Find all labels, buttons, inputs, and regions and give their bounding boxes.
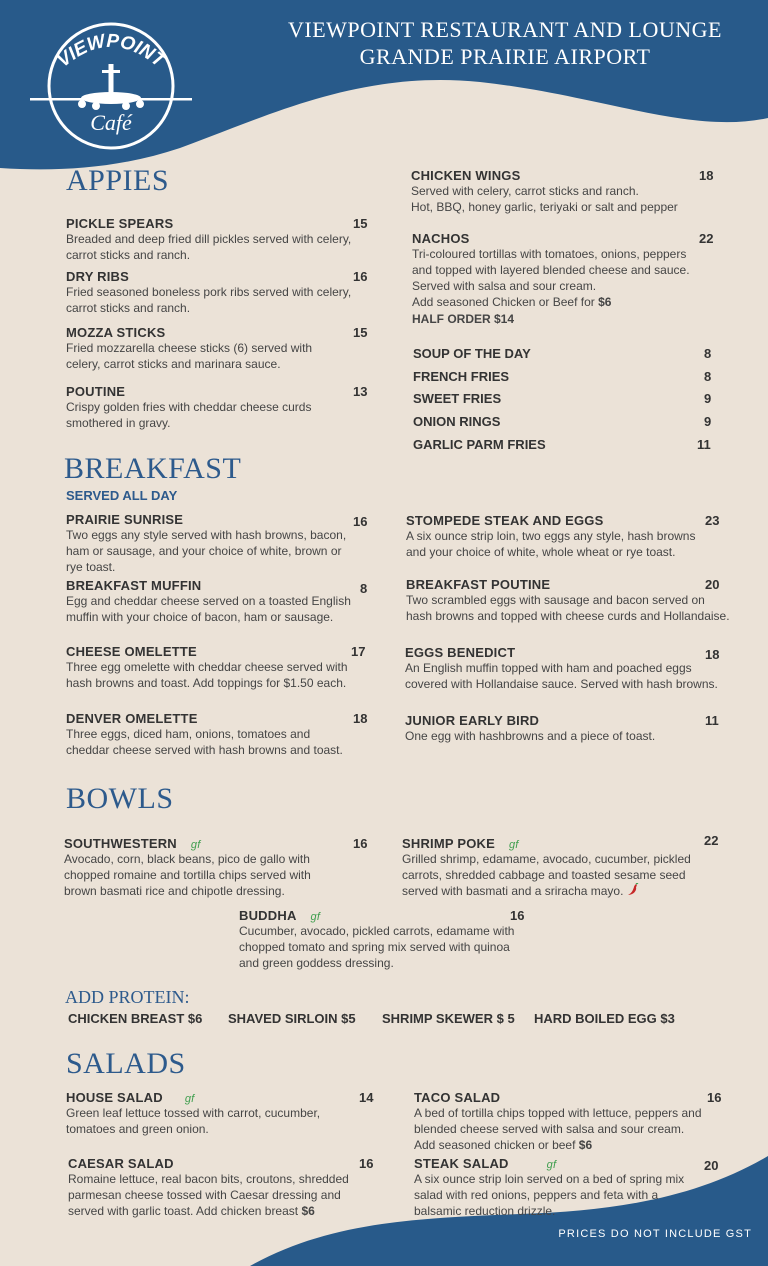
item-price: 15	[353, 325, 368, 340]
side-price: 8	[704, 369, 712, 384]
item-price: 18	[353, 711, 368, 726]
section-heading-appies: APPIES	[66, 164, 170, 197]
item-name: CHEESE OMELETTE	[66, 644, 197, 659]
side-name: FRENCH FRIES	[413, 369, 510, 384]
item-description: A six ounce strip loin served on a bed of spring mix salad with red onions, peppers and feta with a balsamic reduction drizzle.	[414, 1172, 685, 1218]
menu-item	[66, 1090, 376, 1137]
logo-text-bottom: Café	[90, 110, 132, 135]
menu-item	[66, 578, 371, 625]
addon-price: $6	[301, 1204, 315, 1218]
gluten-free-badge: gf	[546, 1159, 557, 1171]
menu-item	[406, 577, 736, 624]
item-description: Cucumber, avocado, pickled carrots, edamame with chopped tomato and spring mix served with quinoa and green goddess dressing.	[239, 924, 515, 970]
protein-option: HARD BOILED EGG $3	[534, 1011, 675, 1026]
gluten-free-badge: gf	[310, 911, 321, 923]
item-price: 11	[705, 713, 719, 728]
item-price: 16	[353, 836, 368, 851]
protein-options	[68, 1011, 708, 1029]
logo-text-top: VIEWPOINT	[53, 30, 169, 72]
gluten-free-badge: gf	[508, 839, 519, 851]
menu-item	[414, 1090, 724, 1153]
protein-option: CHICKEN BREAST $6	[68, 1011, 203, 1026]
item-description: Egg and cheddar cheese served on a toasted English muffin with your choice of bacon, ham or sausage.	[66, 594, 351, 624]
item-name: STEAK SALAD	[414, 1156, 509, 1171]
item-name: BREAKFAST MUFFIN	[66, 578, 202, 593]
item-description: Fried mozzarella cheese sticks (6) served with celery, carrot sticks and marinara sauce.	[66, 341, 313, 371]
item-description: Avocado, corn, black beans, pico de gallo with chopped romaine and tortilla chips served with brown basmati rice and chipotle dressing.	[64, 852, 311, 898]
item-name: MOZZA STICKS	[66, 325, 166, 340]
item-price: 16	[359, 1156, 374, 1171]
item-name: JUNIOR EARLY BIRD	[405, 713, 540, 728]
item-description: A bed of tortilla chips topped with lettuce, peppers and blended cheese served with salsa and sour cream.	[414, 1106, 702, 1136]
item-name: CAESAR SALAD	[68, 1156, 174, 1171]
item-price: 16	[510, 908, 525, 923]
side-name: SWEET FRIES	[413, 391, 502, 406]
item-name: BUDDHA	[239, 908, 297, 923]
viewpoint-cafe-logo	[30, 18, 192, 154]
item-price: 16	[353, 514, 368, 529]
menu-item	[402, 833, 722, 900]
item-description: Served with celery, carrot sticks and ranch.	[411, 184, 639, 198]
item-price: 13	[353, 384, 368, 399]
side-name: SOUP OF THE DAY	[413, 346, 531, 361]
item-description: Breaded and deep fried dill pickles served with celery, carrot sticks and ranch.	[66, 232, 352, 262]
item-description: Fried seasoned boneless pork ribs served with celery, carrot sticks and ranch.	[66, 285, 352, 315]
item-description: Romaine lettuce, real bacon bits, croutons, shredded parmesan cheese tossed with Caesar dressing and served with garlic toast. Add chicken breast	[68, 1172, 349, 1218]
menu-item	[405, 713, 735, 744]
item-addon	[414, 1137, 724, 1153]
menu-item	[66, 512, 366, 575]
item-price: 22	[704, 833, 719, 848]
addon-price: $6	[598, 295, 612, 309]
gluten-free-badge: gf	[184, 1093, 195, 1105]
item-name: TACO SALAD	[414, 1090, 501, 1105]
breakfast-subheading: SERVED ALL DAY	[66, 488, 178, 503]
item-description: Crispy golden fries with cheddar cheese curds smothered in gravy.	[66, 400, 312, 430]
item-description: A six ounce strip loin, two eggs any style, hash browns and your choice of white, whole wheat or rye toast.	[406, 529, 696, 559]
item-description-extra: Hot, BBQ, honey garlic, teriyaki or salt and pepper	[411, 200, 678, 214]
protein-option: SHAVED SIRLOIN $5	[228, 1011, 356, 1026]
item-description: Three eggs, diced ham, onions, tomatoes and cheddar cheese served with hash browns and toast.	[66, 727, 343, 757]
section-heading-breakfast: BREAKFAST	[64, 452, 242, 485]
chili-pepper-icon	[627, 883, 639, 900]
protein-option: SHRIMP SKEWER $ 5	[382, 1011, 515, 1026]
airplane-icon	[30, 64, 192, 110]
item-name: STOMPEDE STEAK AND EGGS	[406, 513, 604, 528]
menu-item	[411, 168, 721, 215]
menu-item	[405, 645, 735, 692]
gst-disclaimer: PRICES DO NOT INCLUDE GST	[558, 1228, 752, 1240]
menu-item	[64, 836, 374, 899]
item-description: Grilled shrimp, edamame, avocado, cucumber, pickled carrots, shredded cabbage and toasted sesame seed served with basmati and a sriracha mayo.	[402, 852, 691, 898]
item-description: Three egg omelette with cheddar cheese served with hash browns and toast. Add toppings for $1.50 each.	[66, 660, 348, 690]
menu-item	[66, 269, 366, 316]
menu-item	[66, 325, 366, 372]
item-price: 18	[699, 168, 714, 183]
item-name: DRY RIBS	[66, 269, 130, 284]
addon-price: $6	[578, 1138, 593, 1152]
item-name: SOUTHWESTERN	[64, 836, 177, 851]
item-description: Green leaf lettuce tossed with carrot, cucumber, tomatoes and green onion.	[66, 1106, 321, 1136]
half-order: HALF ORDER $14	[412, 312, 515, 326]
side-price: 9	[704, 414, 712, 429]
item-name: BREAKFAST POUTINE	[406, 577, 551, 592]
menu-item	[68, 1156, 378, 1219]
restaurant-name: VIEWPOINT RESTAURANT AND LOUNGE	[288, 17, 722, 42]
item-price: 20	[704, 1158, 719, 1173]
menu-item	[414, 1156, 724, 1219]
item-price: 16	[353, 269, 368, 284]
item-name: CHICKEN WINGS	[411, 168, 521, 183]
item-name: PICKLE SPEARS	[66, 216, 174, 231]
item-price: 15	[353, 216, 368, 231]
item-price: 18	[705, 647, 720, 662]
section-heading-salads: SALADS	[66, 1047, 186, 1080]
item-price: 14	[359, 1090, 374, 1105]
menu-item	[406, 513, 726, 560]
item-description: Tri-coloured tortillas with tomatoes, onions, peppers and topped with layered blended cheese and sauce. Served with salsa and sour cream.	[412, 247, 690, 293]
item-price: 23	[705, 513, 720, 528]
side-name: ONION RINGS	[413, 414, 501, 429]
item-price: 20	[705, 577, 720, 592]
item-price: 22	[699, 231, 714, 246]
item-name: EGGS BENEDICT	[405, 645, 516, 660]
item-price: 17	[351, 644, 366, 659]
item-addon	[412, 294, 722, 310]
side-price: 8	[704, 346, 712, 361]
menu-item	[239, 908, 529, 971]
menu-item	[412, 231, 722, 327]
item-description: Two scrambled eggs with sausage and bacon served on hash browns and topped with cheese curds and Hollandaise.	[406, 593, 730, 623]
menu-item	[66, 644, 371, 691]
side-price: 9	[704, 391, 712, 406]
item-name: HOUSE SALAD	[66, 1090, 163, 1105]
item-description: One egg with hashbrowns and a piece of toast.	[405, 729, 656, 743]
item-name: DENVER OMELETTE	[66, 711, 198, 726]
addon-text: Add seasoned chicken or beef	[414, 1138, 579, 1152]
menu-item	[66, 216, 366, 263]
side-name: GARLIC PARM FRIES	[413, 437, 546, 452]
item-name: POUTINE	[66, 384, 126, 399]
addon-text: Add seasoned Chicken or Beef for	[412, 295, 599, 309]
item-price: 8	[360, 581, 368, 596]
menu-item	[66, 711, 371, 758]
section-heading-bowls: BOWLS	[66, 782, 174, 815]
item-name: NACHOS	[412, 231, 470, 246]
item-name: SHRIMP POKE	[402, 836, 495, 851]
gluten-free-badge: gf	[190, 839, 201, 851]
add-protein-heading: ADD PROTEIN:	[65, 987, 190, 1007]
restaurant-location: GRANDE PRAIRIE AIRPORT	[359, 44, 651, 69]
item-price: 16	[707, 1090, 722, 1105]
side-price: 11	[697, 437, 711, 452]
item-description: Two eggs any style served with hash browns, bacon, ham or sausage, and your choice of white, brown or rye toast.	[66, 528, 347, 574]
menu-item	[66, 384, 366, 431]
item-description: An English muffin topped with ham and poached eggs covered with Hollandaise sauce. Served with hash browns.	[405, 661, 718, 691]
item-name: PRAIRIE SUNRISE	[66, 512, 184, 527]
